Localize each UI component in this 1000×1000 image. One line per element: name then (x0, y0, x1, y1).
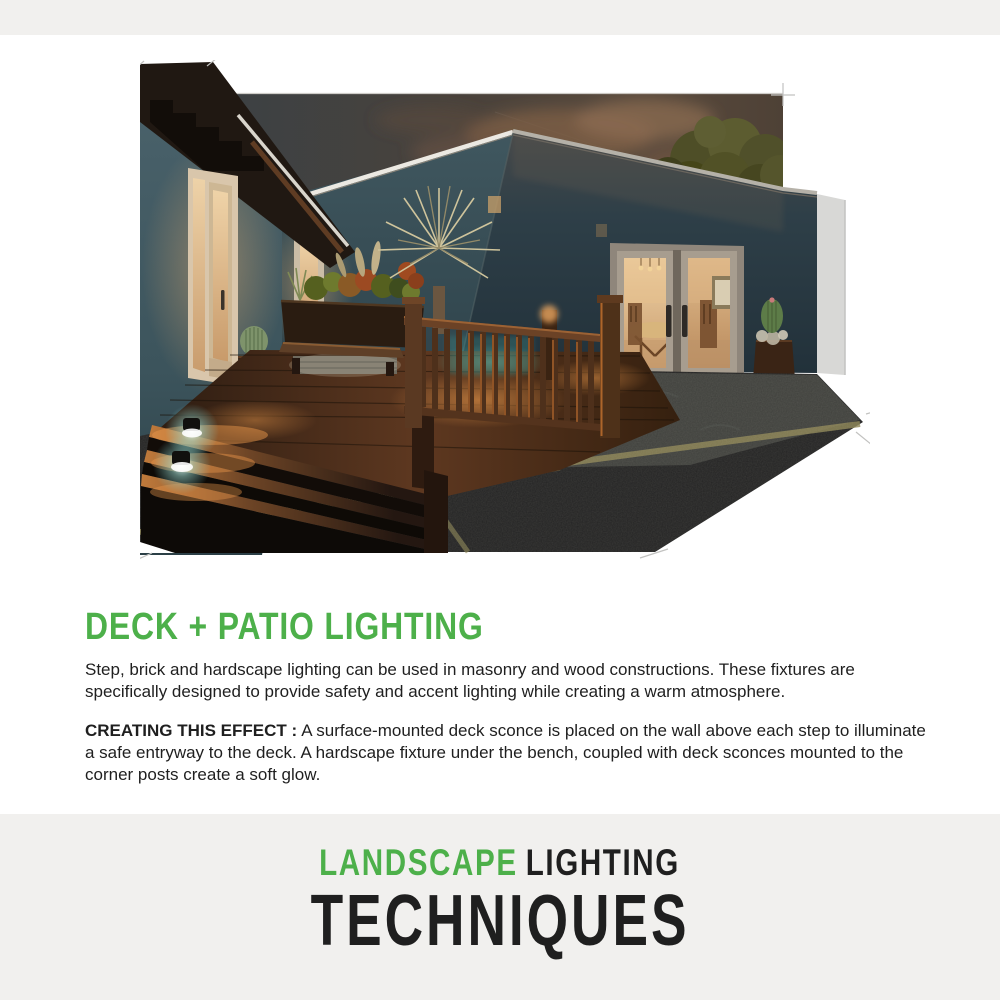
brand-footer (0, 814, 1000, 1000)
brand-line-2 (0, 880, 1000, 961)
effect-label: CREATING THIS EFFECT : (85, 721, 298, 740)
step-sconce-2 (153, 436, 211, 494)
left-door (188, 168, 238, 386)
top-gray-band (0, 0, 1000, 35)
page-title-text: DECK + PATIO LIGHTING (85, 606, 484, 648)
deck-patio-illustration (140, 60, 870, 575)
brand-techniques: TECHNIQUES (310, 880, 690, 961)
side-wall-gray (817, 194, 845, 375)
brand-landscape: LANDSCAPE (319, 842, 519, 883)
illustration-svg (140, 60, 870, 575)
brand-lighting: LIGHTING (526, 842, 681, 883)
effect-paragraph (85, 720, 930, 786)
page-title (85, 608, 930, 646)
text-section (85, 608, 930, 803)
intro-paragraph: Step, brick and hardscape lighting can be used in masonry and wood constructions. These fixtures are specifically designed to provide safety and accent lighting while creating a warm atmosphere. (85, 660, 855, 701)
effect-text: A surface-mounted deck sconce is placed on the wall above each step to illuminate a safe entryway to the deck. A hardscape fixture under the bench, coupled with deck sconces mounted to the corner posts create a soft glow. (85, 721, 926, 784)
brand-line-1 (0, 844, 1000, 883)
